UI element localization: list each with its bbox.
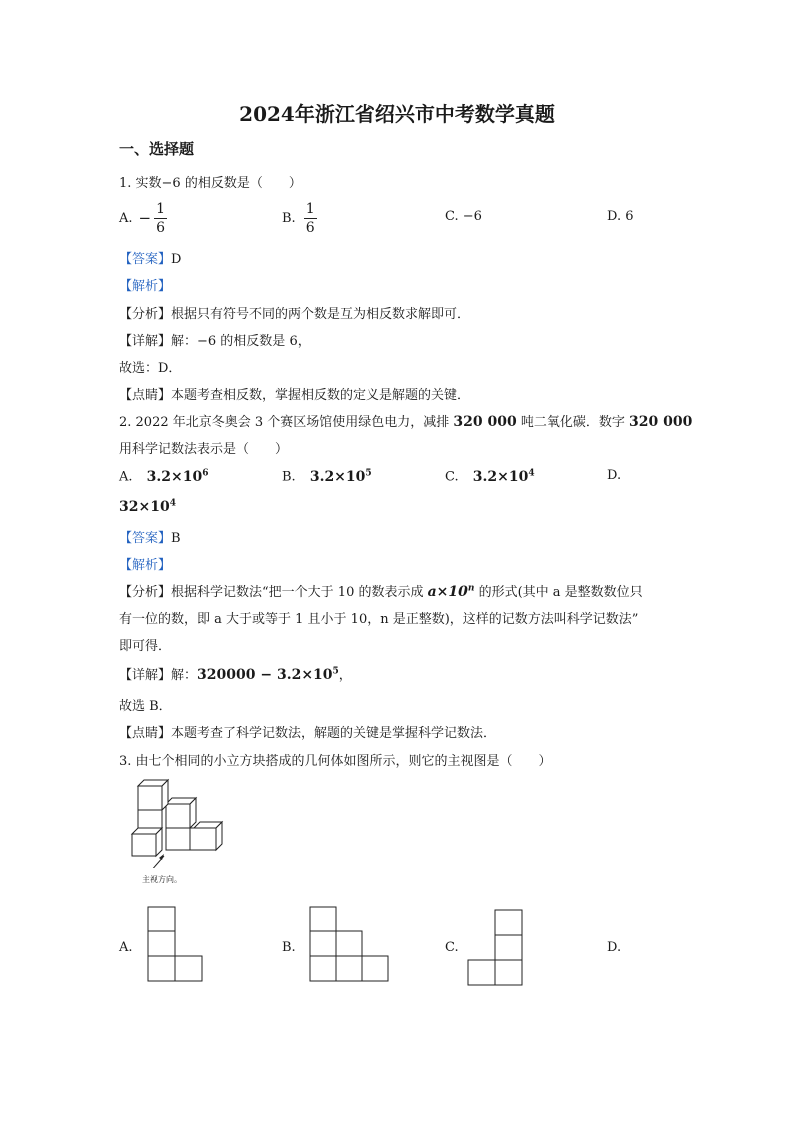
answer-value: B: [171, 531, 181, 546]
page-title: 2024年浙江省绍兴市中考数学真题: [239, 102, 555, 126]
q2-answer: [119, 527, 181, 546]
fenxi-text-a: 根据科学记数法“把一个大于 10 的数表示成: [171, 585, 428, 600]
q2-option-b-label: B.: [282, 469, 296, 485]
q1-option-d: D. 6: [607, 209, 634, 224]
q2-option-d-label: D.: [607, 468, 622, 483]
q1-analysis-tag: 【解析】: [119, 279, 172, 294]
q3-stem: 3. 由七个相同的小立方块搭成的几何体如图所示，则它的主视图是（ ）: [119, 754, 552, 769]
q3-option-c-label: C.: [445, 940, 459, 955]
denominator: 6: [156, 219, 166, 236]
q3-option-c-figure: [467, 909, 525, 987]
numerator: 1: [305, 200, 315, 217]
q3-cube-figure: [126, 778, 226, 868]
q2-option-c-label: C.: [445, 469, 459, 485]
fenxi-text-b: 的形式(其中 a 是整数数位只: [474, 585, 643, 600]
dianjing-text: 本题考查了科学记数法，解题的关键是掌握科学记数法．: [171, 726, 497, 741]
q1-option-a-fraction: [154, 200, 167, 237]
exponent: 4: [169, 498, 176, 508]
q2-dianjing: [119, 722, 496, 741]
q2-analysis-tag: 【解析】: [119, 558, 172, 573]
xiangjie-math: [197, 667, 339, 683]
q2-fenxi-line2: 有一位的数，即 a 大于或等于 1 且小于 10，n 是正整数)，这样的记数方法叫科学记数法”: [119, 612, 639, 627]
q1-xiangjie: [119, 330, 311, 349]
q1-answer: [119, 248, 181, 267]
q2-option-a-label: A.: [119, 469, 133, 485]
q2-option-a: [119, 468, 209, 485]
numerator: 1: [156, 200, 166, 217]
section-heading: 一、选择题: [119, 140, 195, 158]
dianjing-tag: 【点睛】: [119, 726, 172, 741]
q2-option-c-value: [473, 469, 535, 485]
q2-stem-number-2: 320 000: [629, 414, 693, 430]
base: 3.2×10: [309, 468, 366, 485]
answer-tag: 【答案】: [119, 531, 172, 546]
q1-stem: 1. 实数−6 的相反数是（ ）: [119, 176, 302, 191]
q1-fenxi: [119, 303, 470, 322]
answer-tag: 【答案】: [119, 252, 172, 267]
q2-option-a-value: [147, 469, 209, 485]
q3-option-b-label: B.: [282, 940, 296, 955]
q3-option-a-figure: [147, 906, 205, 982]
q2-option-c: [445, 468, 535, 485]
q2-stem-text-b: 吨二氧化碳．数字: [516, 415, 630, 430]
q1-dianjing: [119, 384, 470, 403]
denominator: 6: [305, 219, 315, 236]
fenxi-tag: 【分析】: [119, 307, 172, 322]
q1-option-a-sign: −: [138, 209, 152, 227]
fenxi-text: 根据只有符号不同的两个数是互为相反数求解即可．: [171, 307, 471, 322]
base: 32×10: [119, 498, 170, 515]
q2-stem-line2: 用科学记数法表示是（ ）: [119, 442, 289, 457]
exponent: n: [467, 583, 475, 594]
q1-option-a-label: A.: [119, 210, 133, 226]
fenxi-tag: 【分析】: [119, 585, 172, 600]
q2-conclusion: 故选 B．: [119, 699, 172, 714]
xiangjie-tag: 【详解】: [119, 334, 172, 349]
q1-option-a: [119, 198, 167, 238]
base: a×10: [427, 584, 468, 600]
dianjing-tag: 【点睛】: [119, 388, 172, 403]
q2-stem-line1: [119, 411, 692, 430]
q2-option-b: [282, 468, 372, 485]
exponent: 5: [332, 666, 339, 677]
q2-option-b-value: [310, 469, 372, 485]
xiangjie-text: 解：−6 的相反数是 6，: [171, 334, 311, 349]
q1-option-b-label: B.: [282, 210, 296, 226]
xiangjie-prefix: 解：: [171, 668, 198, 683]
dianjing-text: 本题考查相反数，掌握相反数的定义是解题的关键．: [171, 388, 471, 403]
q3-option-a-label: A.: [119, 940, 133, 955]
q2-stem-text-a: 2. 2022 年北京冬奥会 3 个赛区场馆使用绿色电力，减排: [119, 415, 454, 430]
base: 3.2×10: [472, 468, 529, 485]
q1-option-b: [282, 198, 317, 238]
fenxi-math: [428, 584, 475, 600]
q2-stem-number-1: 320 000: [453, 414, 517, 430]
answer-value: D: [171, 252, 182, 267]
exponent: 4: [528, 468, 535, 478]
q1-conclusion: 故选：D．: [119, 361, 182, 376]
base: 3.2×10: [146, 468, 203, 485]
xiangjie-tag: 【详解】: [119, 668, 172, 683]
q1-option-b-fraction: [304, 200, 317, 237]
exponent: 5: [365, 468, 372, 478]
q3-option-b-figure: [309, 906, 391, 982]
q3-option-d-label: D.: [607, 940, 622, 955]
q2-fenxi-line1: [119, 581, 643, 600]
q2-xiangjie: [119, 664, 352, 683]
q2-fenxi-line3: 即可得．: [119, 639, 172, 654]
base: 320000 − 3.2×10: [197, 667, 333, 683]
xiangjie-suffix: ，: [338, 668, 352, 683]
q2-option-d-value: [119, 498, 176, 515]
exponent: 6: [202, 468, 209, 478]
q3-figure-caption: 主视方向。: [142, 875, 182, 884]
q1-option-c: C. −6: [445, 209, 482, 224]
